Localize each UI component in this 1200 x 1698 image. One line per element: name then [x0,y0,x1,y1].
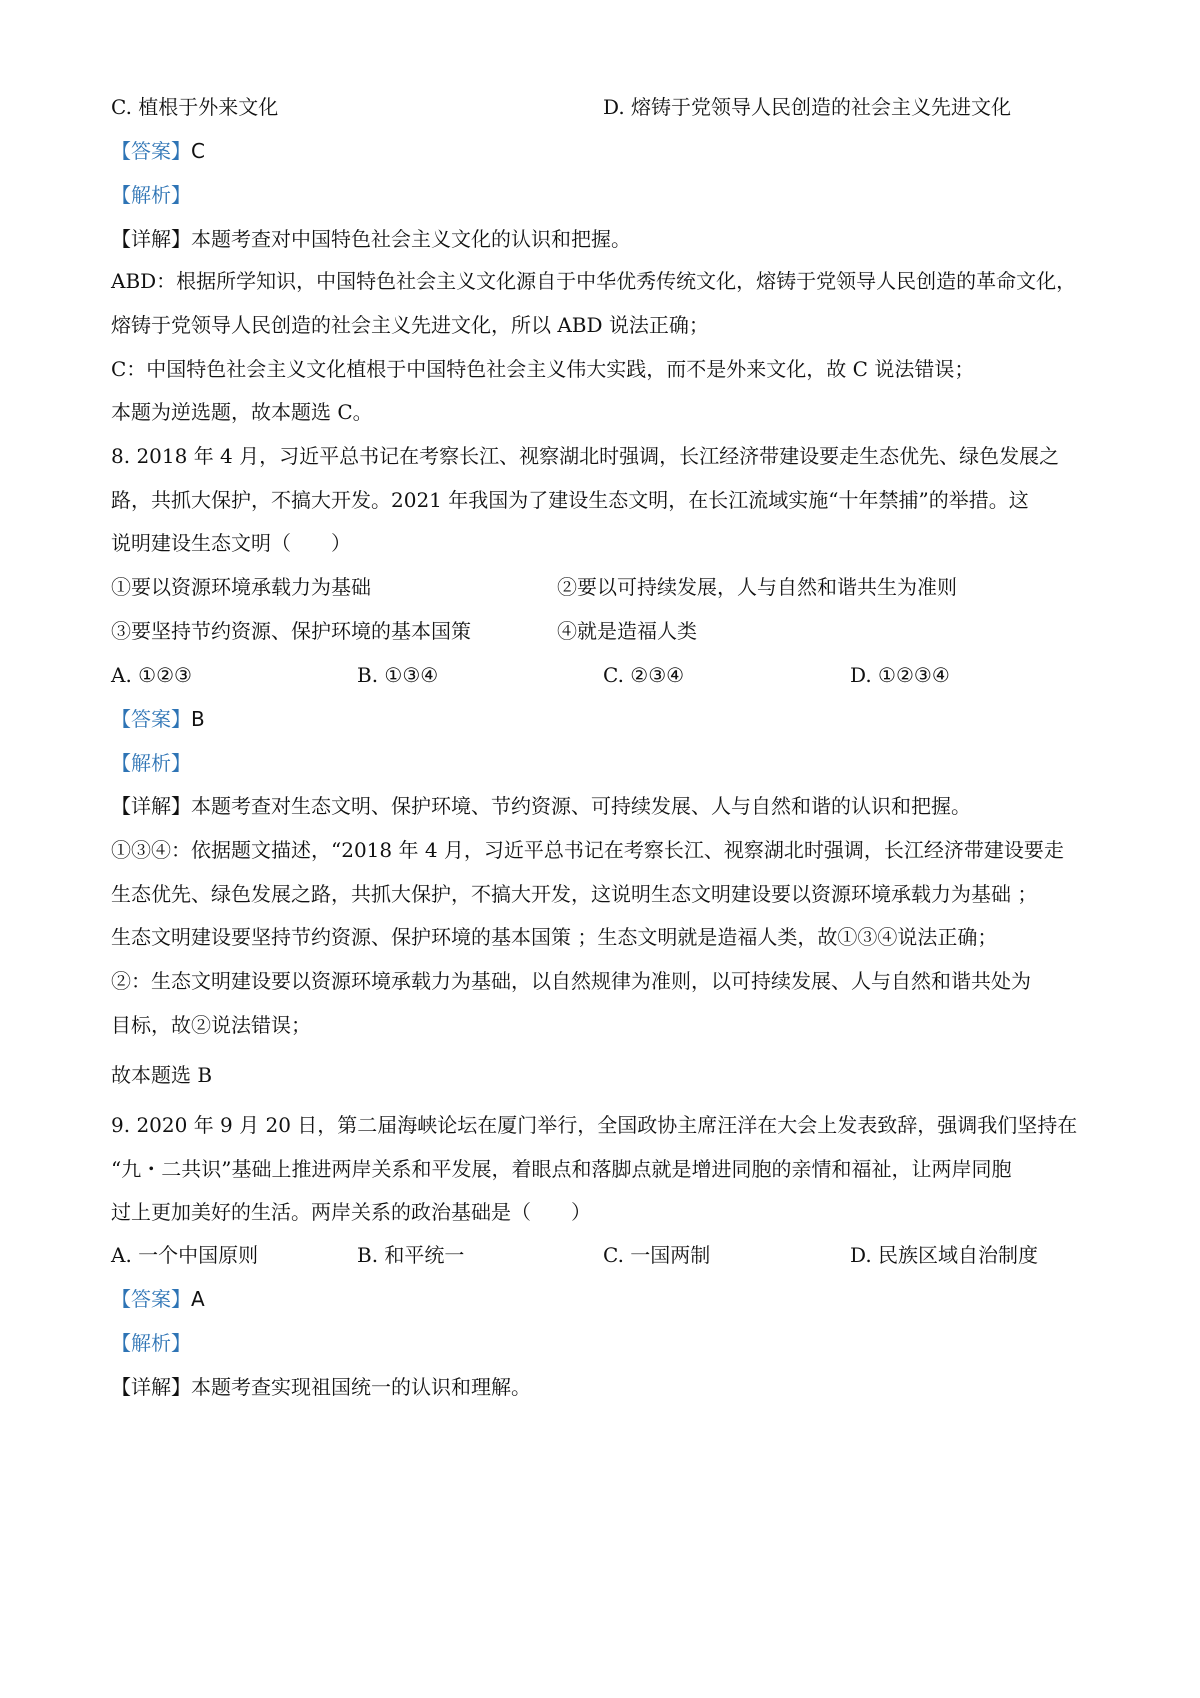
q9-stem-line: “九・二共识”基础上推进两岸关系和平发展，着眼点和落脚点就是增进同胞的亲情和福祉，让两岸同胞 [111,1157,1012,1181]
q8-stem-line: 8. 2018 年 4 月，习近平总书记在考察长江、视察湖北时强调，长江经济带建设要走生态优先、绿色发展之 [111,444,1060,468]
q8-stem-line: 说明建设生态文明（ ） [111,531,351,555]
detail-intro: 本题考查对生态文明、保护环境、节约资源、可持续发展、人与自然和谐的认识和把握。 [191,794,971,818]
detail-label: 【详解】 [111,794,191,818]
q8-analysis-label [111,748,191,778]
q8-detail [111,791,971,821]
q7-option-d: D. 熔铸于党领导人民创造的社会主义先进文化 [603,95,1012,119]
q7-detail-line: C：中国特色社会主义文化植根于中国特色社会主义伟大实践，而不是外来文化，故 C 说法错误； [111,357,975,381]
q8-conclusion: 故本题选 B [111,1063,213,1087]
q8-detail-line: ②：生态文明建设要以资源环境承载力为基础，以自然规律为准则，以可持续发展、人与自然和谐共处为 [111,969,1031,993]
analysis-label: 【解析】 [111,1331,191,1355]
q8-statement-1: ①要以资源环境承载力为基础 [111,575,371,599]
q9-answer [111,1284,205,1314]
q8-option-b: B. ①③④ [357,663,439,687]
detail-intro: 本题考查对中国特色社会主义文化的认识和把握。 [191,227,631,251]
q9-analysis-label [111,1328,191,1358]
q8-option-d: D. ①②③④ [850,663,950,687]
q8-detail-line: 生态文明建设要坚持节约资源、保护环境的基本国策 ；生态文明就是造福人类，故①③④说法正确； [111,925,998,949]
q8-statement-4: ④就是造福人类 [557,619,697,643]
q8-detail-line: ①③④：依据题文描述，“2018 年 4 月，习近平总书记在考察长江、视察湖北时强调，长江经济带建设要走 [111,838,1064,862]
detail-label: 【详解】 [111,1375,191,1399]
q9-option-c: C. 一国两制 [603,1243,711,1267]
answer-label: 【答案】 [111,707,191,731]
q9-option-a: A. 一个中国原则 [111,1243,259,1267]
q8-statement-2: ②要以可持续发展，人与自然和谐共生为准则 [557,575,957,599]
answer-label: 【答案】 [111,139,191,163]
detail-label: 【详解】 [111,227,191,251]
q7-detail-line: ABD：根据所学知识，中国特色社会主义文化源自于中华优秀传统文化，熔铸于党领导人民创造的革命文化， [111,269,1077,293]
answer-value: C [191,139,205,163]
q7-answer [111,136,205,166]
q8-option-a: A. ①②③ [111,663,192,687]
q7-option-c: C. 植根于外来文化 [111,95,279,119]
q7-detail-line: 熔铸于党领导人民创造的社会主义先进文化，所以 ABD 说法正确； [111,313,709,337]
q9-stem-line: 过上更加美好的生活。两岸关系的政治基础是（ ） [111,1200,591,1224]
q7-detail-line: 本题为逆选题，故本题选 C。 [111,400,373,424]
q8-detail-line: 目标，故②说法错误； [111,1013,311,1037]
q8-option-c: C. ②③④ [603,663,685,687]
answer-value: A [191,1287,205,1311]
answer-label: 【答案】 [111,1287,191,1311]
analysis-label: 【解析】 [111,751,191,775]
q9-option-d: D. 民族区域自治制度 [850,1243,1039,1267]
q7-analysis-label [111,180,191,210]
detail-intro: 本题考查实现祖国统一的认识和理解。 [191,1375,531,1399]
answer-value: B [191,707,205,731]
q9-option-b: B. 和平统一 [357,1243,465,1267]
q9-detail [111,1372,531,1402]
q8-stem-line: 路，共抓大保护，不搞大开发。2021 年我国为了建设生态文明，在长江流域实施“十年禁捕”的举措。这 [111,488,1029,512]
q9-stem-line: 9. 2020 年 9 月 20 日，第二届海峡论坛在厦门举行，全国政协主席汪洋在大会上发表致辞，强调我们坚持在 [111,1113,1078,1137]
q7-detail [111,224,631,254]
analysis-label: 【解析】 [111,183,191,207]
q8-detail-line: 生态优先、绿色发展之路，共抓大保护，不搞大开发，这说明生态文明建设要以资源环境承载力为基础 ； [111,882,1038,906]
q8-statement-3: ③要坚持节约资源、保护环境的基本国策 [111,619,471,643]
q8-answer [111,704,205,734]
